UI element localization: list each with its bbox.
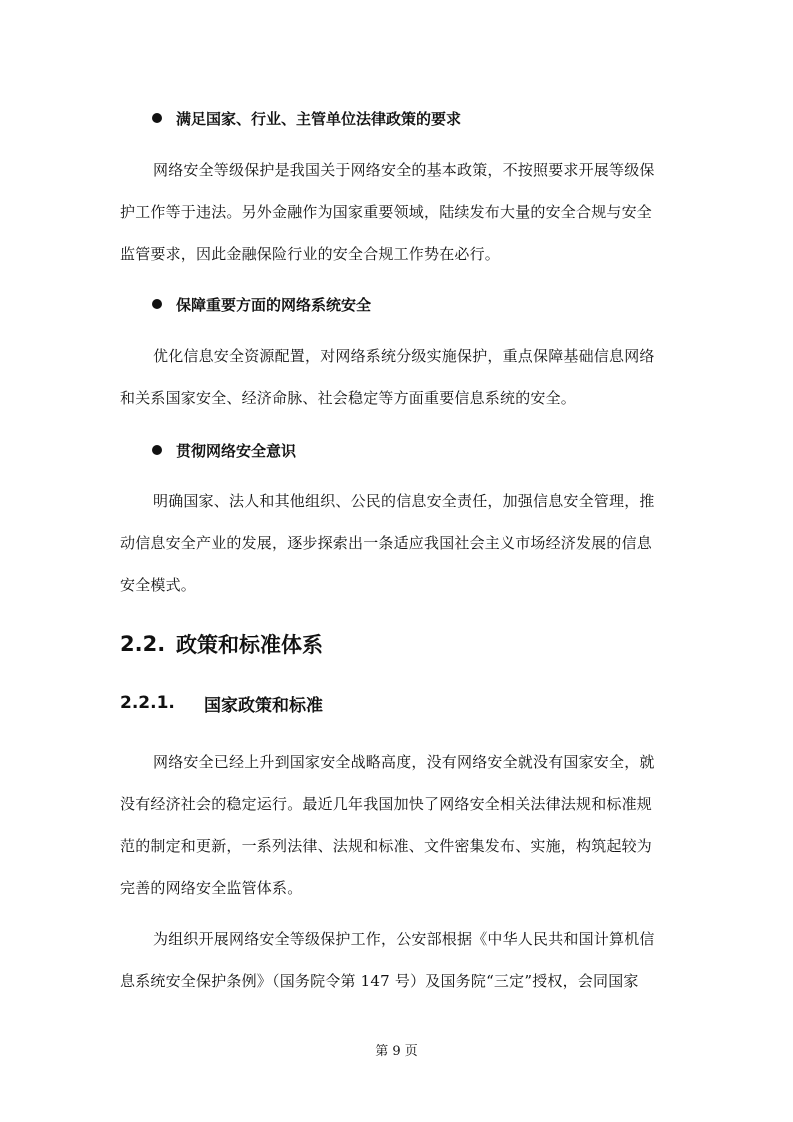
bullet-heading-1-text: 满足国家、行业、主管单位法律政策的要求 — [176, 109, 462, 128]
text-line: 和关系国家安全、经济命脉、社会稳定等方面重要信息系统的安全。 — [120, 389, 577, 407]
page-number: 第 9 页 — [375, 1044, 418, 1059]
text-line: 范的制定和更新，一系列法律、法规和标准、文件密集发布、实施，构筑起较为 — [120, 837, 653, 855]
section-number: 2.2. — [120, 632, 166, 656]
text-line: 网络安全已经上升到国家安全战略高度，没有网络安全就没有国家安全，就 — [153, 753, 655, 771]
bullet-dot-icon — [152, 113, 162, 123]
text-line: 动信息安全产业的发展，逐步探索出一条适应我国社会主义市场经济发展的信息 — [120, 534, 653, 552]
text-line: 网络安全等级保护是我国关于网络安全的基本政策，不按照要求开展等级保 — [153, 161, 655, 179]
section-heading-2-2 — [120, 626, 323, 662]
text-line: 明确国家、法人和其他组织、公民的信息安全责任，加强信息安全管理，推 — [153, 492, 655, 510]
bullet-heading-2 — [152, 289, 371, 319]
body-paragraph-1 — [120, 741, 672, 909]
bullet-dot-icon — [152, 299, 162, 309]
text-line: 监管要求，因此金融保险行业的安全合规工作势在必行。 — [120, 245, 501, 263]
bullet-dot-icon — [152, 445, 162, 455]
body-paragraph-2 — [120, 918, 672, 1002]
bullet-heading-3-text: 贯彻网络安全意识 — [176, 441, 297, 460]
subsection-number: 2.2.1. — [120, 693, 175, 713]
text-line: 息系统安全保护条例》（国务院令第 147 号）及国务院“三定”授权，会同国家 — [120, 972, 639, 990]
text-line: 完善的网络安全监管体系。 — [120, 879, 303, 897]
page-footer — [0, 1040, 793, 1059]
bullet-heading-3 — [152, 435, 296, 465]
text-line: 安全模式。 — [120, 576, 197, 594]
subsection-title: 国家政策和标准 — [204, 695, 323, 716]
text-line: 优化信息安全资源配置，对网络系统分级实施保护，重点保障基础信息网络 — [153, 347, 655, 365]
text-line: 为组织开展网络安全等级保护工作，公安部根据《中华人民共和国计算机信 — [153, 930, 655, 948]
bullet-1-paragraph — [120, 149, 672, 275]
text-line: 护工作等于违法。另外金融作为国家重要领域，陆续发布大量的安全合规与安全 — [120, 203, 653, 221]
text-line: 没有经济社会的稳定运行。最近几年我国加快了网络安全相关法律法规和标准规 — [120, 795, 653, 813]
section-heading-2-2-1 — [120, 688, 323, 718]
bullet-heading-2-text: 保障重要方面的网络系统安全 — [176, 295, 372, 314]
section-title: 政策和标准体系 — [176, 633, 323, 657]
bullet-2-paragraph — [120, 335, 672, 419]
bullet-heading-1 — [152, 103, 461, 133]
bullet-3-paragraph — [120, 480, 672, 606]
